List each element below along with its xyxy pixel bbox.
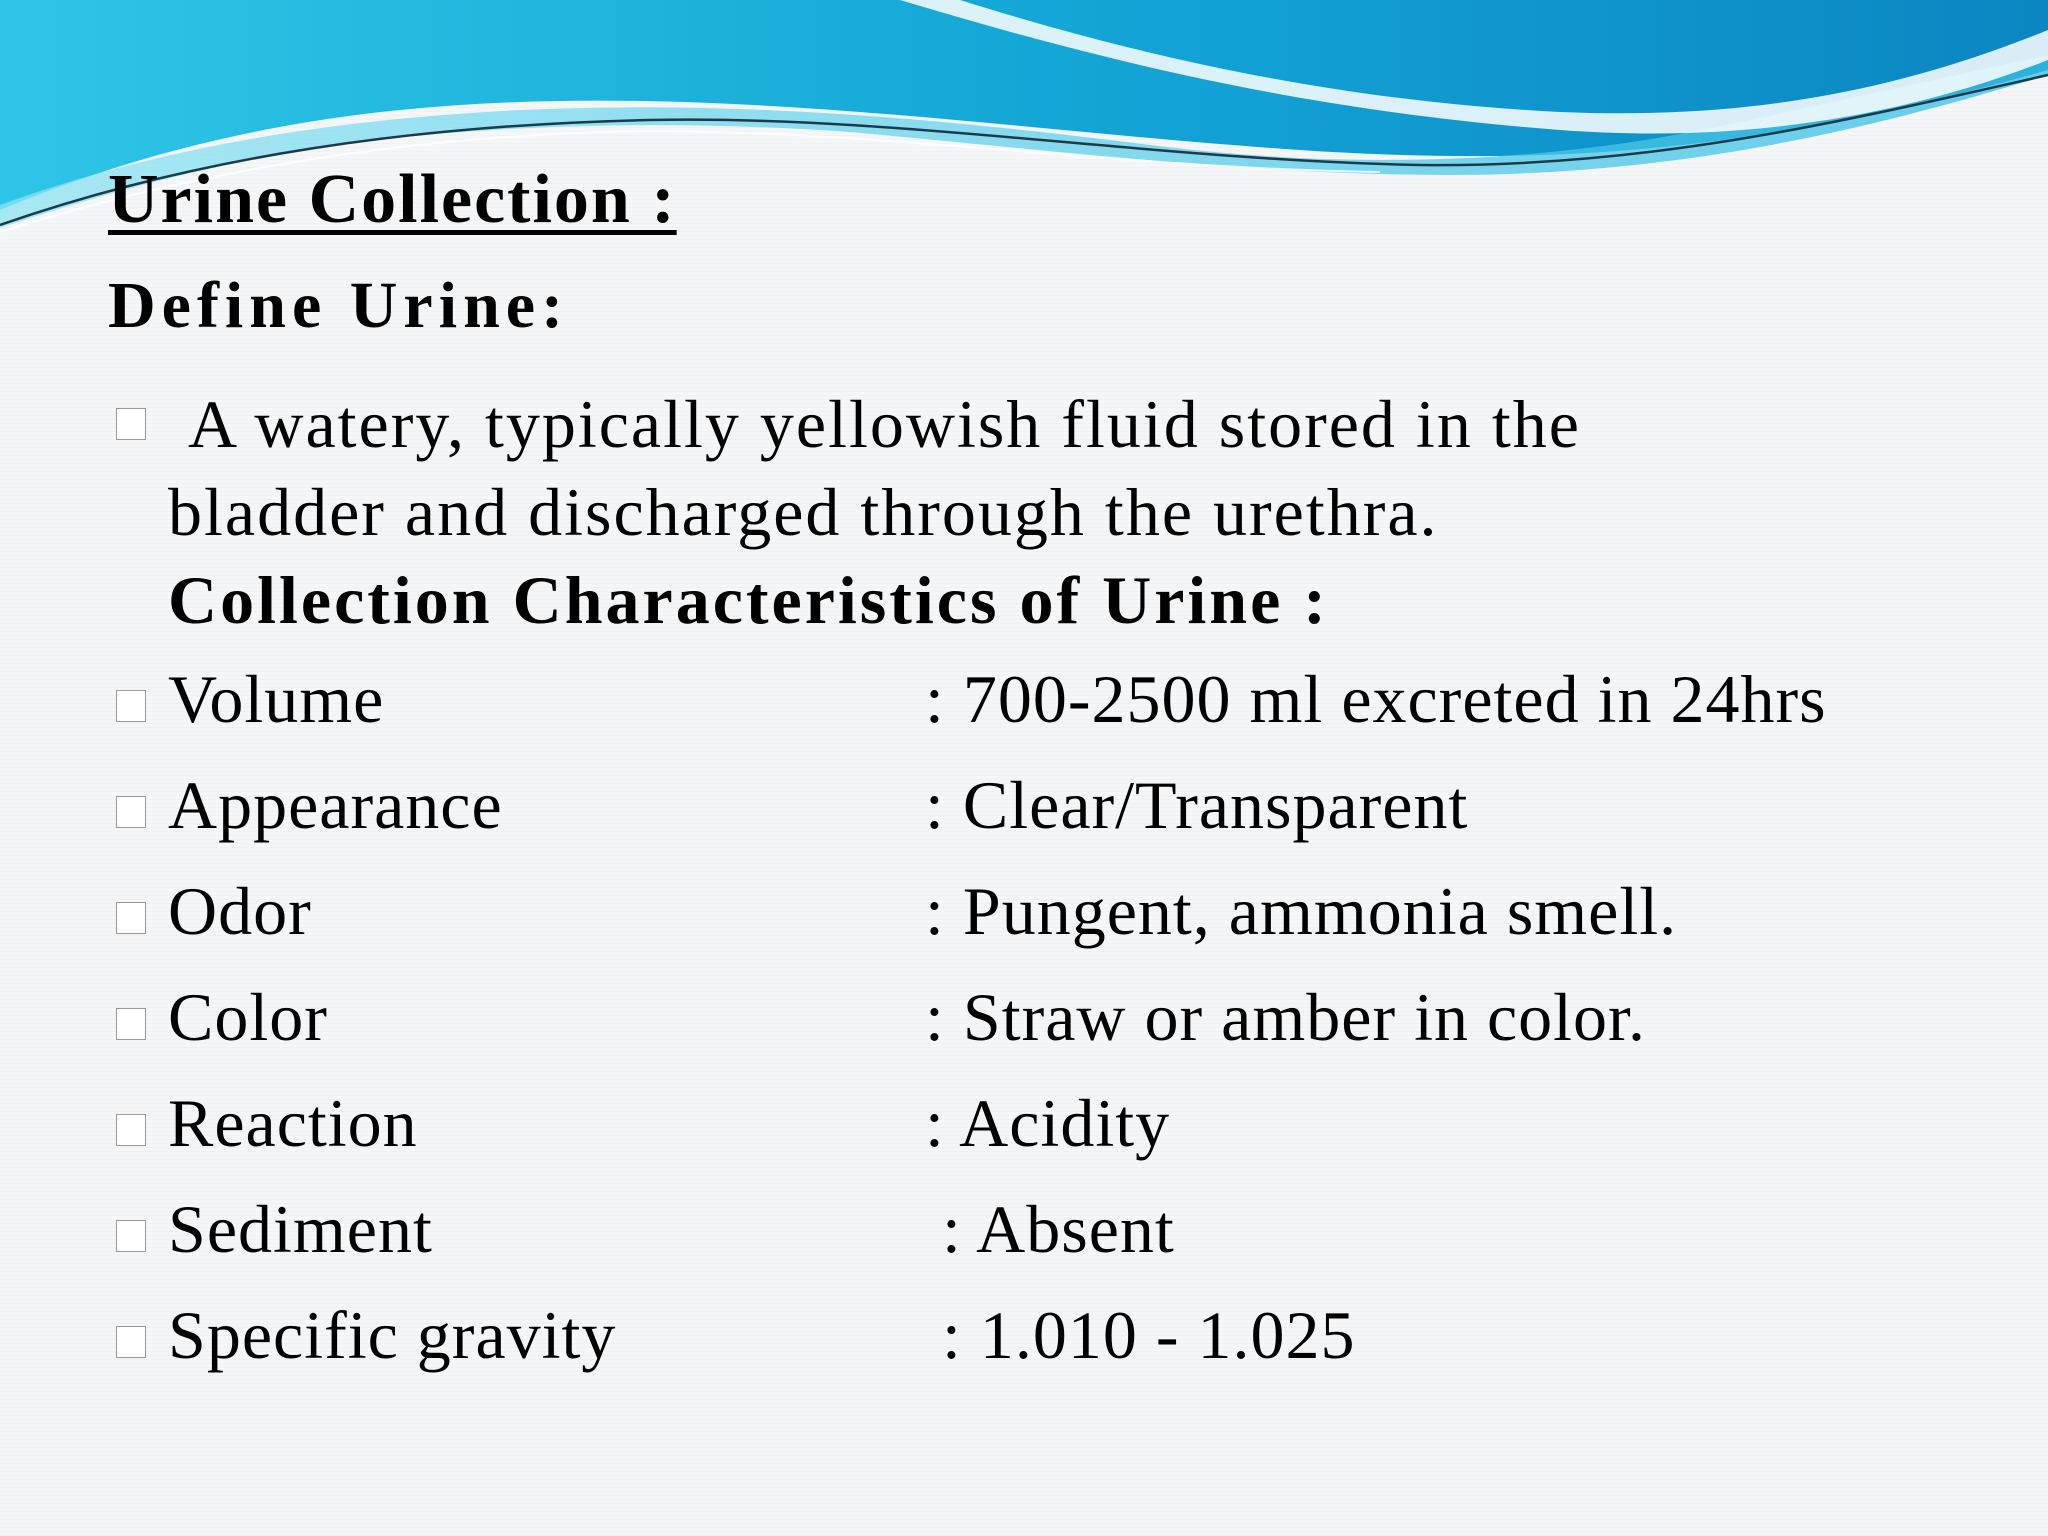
bullet-marker: [116, 902, 146, 934]
characteristic-label-appearance: Appearance: [168, 767, 503, 843]
bullet-marker: [116, 408, 146, 440]
characteristic-label-sediment: Sediment: [168, 1191, 433, 1267]
characteristic-label-reaction: Reaction: [168, 1085, 418, 1161]
bullet-marker: [116, 1326, 146, 1358]
characteristic-value-volume: : 700-2500 ml excreted in 24hrs: [925, 661, 1827, 737]
characteristic-label-volume: Volume: [168, 661, 385, 737]
characteristic-value-odor: : Pungent, ammonia smell.: [925, 873, 1678, 949]
characteristic-label-odor: Odor: [168, 873, 312, 949]
slide-title: Urine Collection :: [108, 161, 677, 238]
bullet-marker: [116, 1220, 146, 1252]
section-subtitle: Define Urine:: [108, 269, 570, 342]
characteristics-heading: Collection Characteristics of Urine :: [168, 562, 1329, 638]
bullet-marker: [116, 1008, 146, 1040]
bullet-marker: [116, 1114, 146, 1146]
characteristic-label-specific-gravity: Specific gravity: [168, 1297, 617, 1373]
characteristic-value-reaction: : Acidity: [925, 1085, 1171, 1161]
definition-block: [168, 380, 1581, 644]
characteristic-value-specific-gravity: : 1.010 - 1.025: [942, 1297, 1356, 1373]
characteristic-value-color: : Straw or amber in color.: [925, 979, 1646, 1055]
bullet-marker: [116, 796, 146, 828]
characteristic-value-appearance: : Clear/Transparent: [925, 767, 1469, 843]
characteristic-value-sediment: : Absent: [942, 1191, 1175, 1267]
definition-line-1: A watery, typically yellowish fluid stored in the: [188, 386, 1581, 462]
characteristic-label-color: Color: [168, 979, 328, 1055]
bullet-marker: [116, 690, 146, 722]
definition-line-2: bladder and discharged through the urethra.: [168, 474, 1439, 550]
